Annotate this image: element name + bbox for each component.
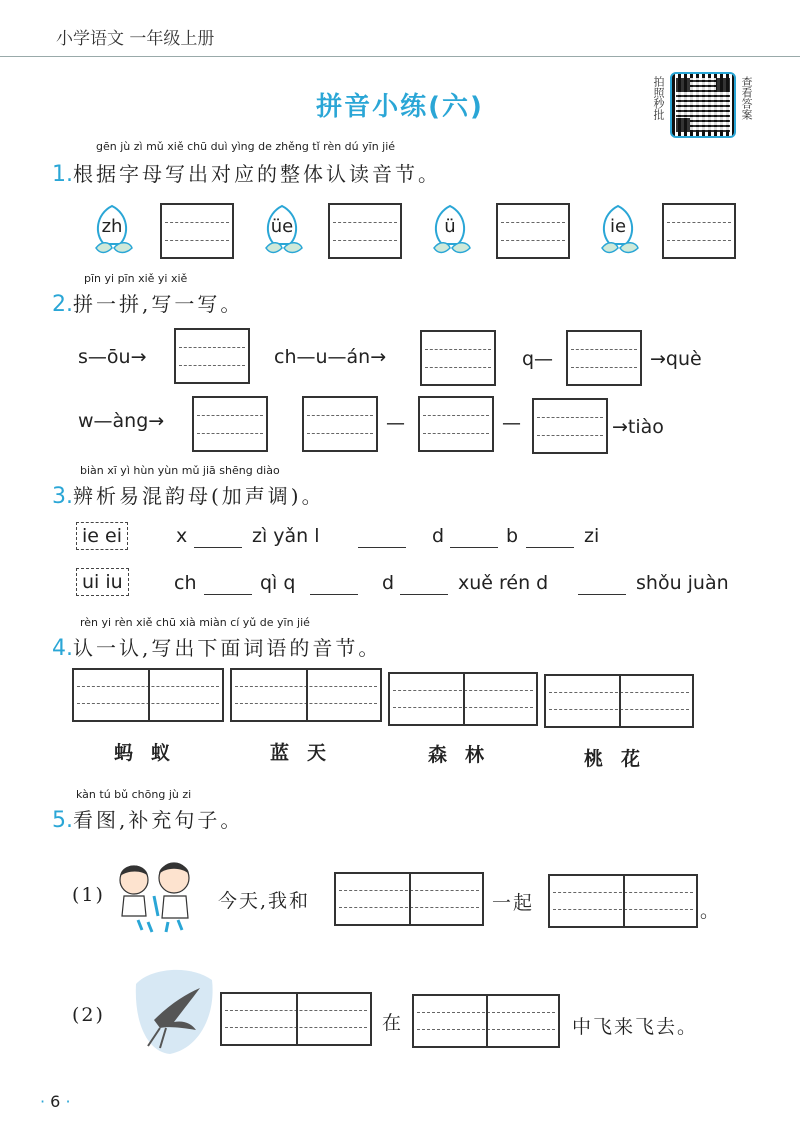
q4-pinyin: rèn yi rèn xiě chū xià miàn cí yǔ de yīn jié	[80, 616, 310, 629]
fill-blank[interactable]	[450, 546, 498, 548]
q1-text: 根据字母写出对应的整体认读音节。	[73, 162, 441, 186]
peach-icon	[594, 200, 656, 262]
q3-r1-d: b	[506, 525, 519, 547]
q2-number: 2.	[52, 292, 73, 317]
peach-letter-ie: ie	[609, 216, 627, 237]
q1-pinyin: gēn jù zì mǔ xiě chū duì yìng de zhěng tǐ rèn dú yīn jié	[96, 140, 396, 153]
sentence-1-part-b: 一起	[492, 892, 535, 914]
answer-box[interactable]	[418, 396, 494, 452]
q2-r1-a: s—ōu→	[78, 346, 147, 368]
peach-letter-ue: üe	[270, 216, 294, 237]
q3-pinyin: biàn xī yì hùn yùn mǔ jiā shēng diào	[80, 464, 280, 477]
q5-pinyin: kàn tú bǔ chōng jù zi	[76, 788, 192, 801]
q4-number: 4.	[52, 636, 73, 661]
q3-r1-a: x	[176, 525, 188, 547]
fill-blank[interactable]	[204, 593, 252, 595]
q3-r2-b: qì q	[260, 572, 296, 594]
q2-r1-c: q—	[522, 348, 554, 370]
fill-blank[interactable]	[526, 546, 574, 548]
book-header: 小学语文 一年级上册	[56, 29, 215, 49]
q5-heading	[52, 804, 243, 833]
q2-dash: —	[502, 412, 521, 434]
q3-r2-d: xuě rén d	[458, 572, 549, 594]
answer-box-double[interactable]	[72, 668, 224, 722]
qr-right-caption: 查看答案	[740, 76, 753, 120]
q2-pinyin: pīn yi pīn xiě yi xiě	[84, 272, 188, 285]
fill-blank[interactable]	[194, 546, 242, 548]
sentence-2-part-b: 中飞来飞去。	[572, 1016, 699, 1038]
q2-r2-a: w—àng→	[78, 410, 165, 432]
qr-code-block[interactable]	[648, 70, 758, 140]
q3-r2-e: shǒu juàn	[636, 572, 729, 594]
peach-letter-u: ü	[444, 216, 456, 237]
fill-blank[interactable]	[578, 593, 626, 595]
answer-box-double[interactable]	[548, 874, 698, 928]
q5-text: 看图,补充句子。	[73, 808, 244, 832]
peach-letter-zh: zh	[101, 216, 123, 237]
q3-number: 3.	[52, 484, 73, 509]
sentence-1-end: 。	[700, 900, 722, 922]
finals-tag: ui iu	[76, 568, 129, 596]
peach-icon	[88, 200, 150, 262]
word-lantian: 蓝天	[270, 742, 345, 764]
word-taohua: 桃花	[584, 748, 659, 770]
q2-dash: —	[386, 412, 405, 434]
q3-r2-c: d	[382, 572, 395, 594]
q5-number: 5.	[52, 808, 73, 833]
answer-box[interactable]	[420, 330, 496, 386]
q4-text: 认一认,写出下面词语的音节。	[73, 636, 382, 660]
fill-blank[interactable]	[400, 593, 448, 595]
answer-box[interactable]	[662, 203, 736, 259]
q3-r1-c: d	[432, 525, 445, 547]
swallow-illustration	[130, 964, 220, 1058]
q1-heading	[52, 158, 441, 187]
answer-box-double[interactable]	[544, 674, 694, 728]
answer-box[interactable]	[328, 203, 402, 259]
page-number: · 6 ·	[40, 1092, 71, 1111]
answer-box[interactable]	[496, 203, 570, 259]
q3-r1-b: zì yǎn l	[252, 525, 320, 547]
answer-box-double[interactable]	[334, 872, 484, 926]
q3-heading	[52, 480, 325, 509]
answer-box[interactable]	[174, 328, 250, 384]
q2-text: 拼一拼,写一写。	[73, 292, 244, 316]
q3-text: 辨析易混韵母(加声调)。	[73, 484, 325, 508]
answer-box-double[interactable]	[220, 992, 372, 1046]
q3-r2-a: ch	[174, 572, 197, 594]
answer-box[interactable]	[532, 398, 608, 454]
q2-r1-b: ch—u—án→	[274, 346, 387, 368]
answer-box[interactable]	[192, 396, 268, 452]
q4-heading	[52, 632, 381, 661]
sentence-1-part-a: 今天,我和	[218, 890, 311, 912]
peach-icon	[426, 200, 488, 262]
answer-box[interactable]	[302, 396, 378, 452]
answer-box-double[interactable]	[388, 672, 538, 726]
answer-box[interactable]	[160, 203, 234, 259]
peach-icon	[258, 200, 320, 262]
fill-blank[interactable]	[310, 593, 358, 595]
q2-heading	[52, 288, 243, 317]
sentence-2-part-a: 在	[382, 1012, 404, 1034]
children-planting-illustration	[108, 856, 206, 936]
header-divider	[0, 56, 800, 57]
q2-r1-d: →què	[650, 348, 702, 370]
qr-left-caption: 拍照秒批	[652, 76, 665, 120]
answer-box[interactable]	[566, 330, 642, 386]
word-mayi: 蚂蚁	[114, 742, 189, 764]
q2-r2-end: →tiào	[612, 416, 664, 438]
sentence-label-2: (2)	[72, 1004, 105, 1026]
finals-tag: ie ei	[76, 522, 128, 550]
q1-number: 1.	[52, 162, 73, 187]
answer-box-double[interactable]	[230, 668, 382, 722]
q3-r1-e: zi	[584, 525, 600, 547]
word-senlin: 森林	[428, 744, 503, 766]
fill-blank[interactable]	[358, 546, 406, 548]
sentence-label-1: (1)	[72, 884, 105, 906]
answer-box-double[interactable]	[412, 994, 560, 1048]
qr-code-icon[interactable]	[670, 72, 736, 138]
page-title: 拼音小练(六)	[316, 92, 484, 122]
